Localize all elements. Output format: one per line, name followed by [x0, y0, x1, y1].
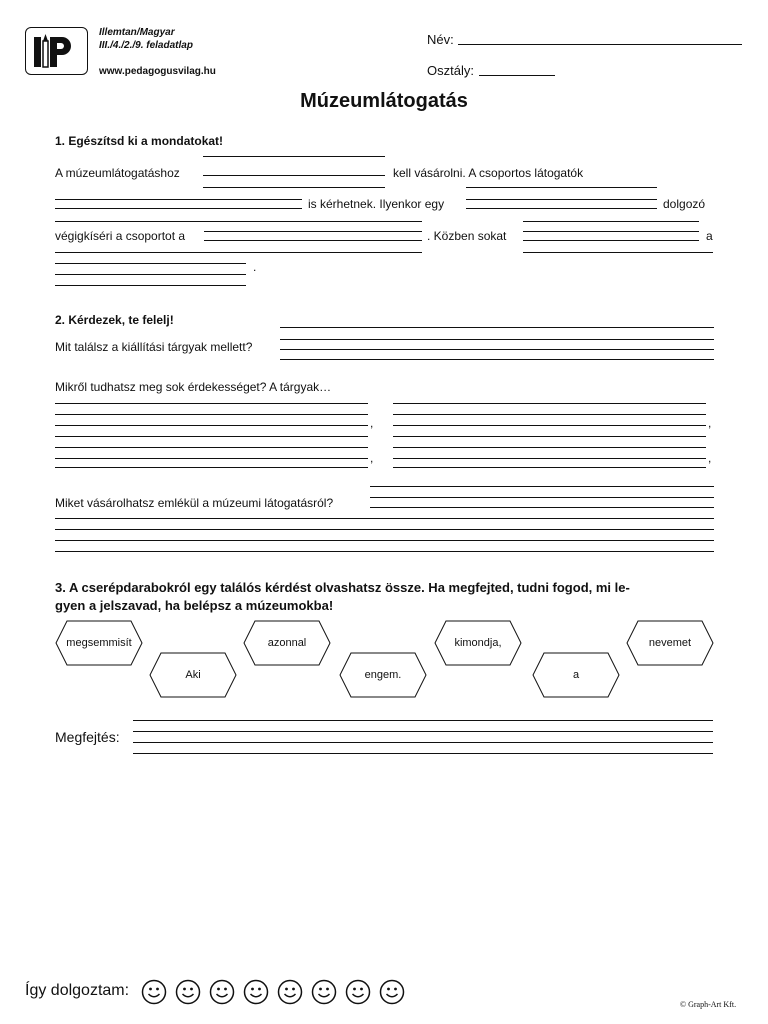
- publisher-logo: [25, 27, 88, 75]
- answer-line[interactable]: [133, 742, 713, 743]
- blank-line[interactable]: [370, 486, 714, 487]
- answer-line[interactable]: [133, 753, 713, 754]
- blank-line[interactable]: [280, 339, 714, 340]
- task1-text: kell vásárolni. A csoportos látogatók: [393, 166, 584, 180]
- smiley-icon[interactable]: [379, 979, 405, 1010]
- blank-line[interactable]: [55, 285, 246, 286]
- blank-line[interactable]: [280, 349, 714, 350]
- class-field[interactable]: [479, 75, 555, 76]
- blank-line[interactable]: [55, 447, 368, 448]
- shard-label: Aki: [185, 669, 201, 681]
- smiley-icon[interactable]: [141, 979, 167, 1010]
- class-label: Osztály:: [427, 63, 474, 78]
- blank-line[interactable]: [55, 274, 246, 275]
- word-shard: [55, 620, 143, 666]
- blank-line[interactable]: [55, 403, 368, 404]
- smiley-icon[interactable]: [311, 979, 337, 1010]
- task3-heading-line1: 3. A cserépdarabokról egy találós kérdést olvashatsz össze. Ha megfejted, tudni fogod, mi le-: [55, 580, 630, 595]
- header-subject: Illemtan/Magyar: [99, 27, 175, 38]
- blank-line[interactable]: [55, 467, 368, 468]
- blank-line[interactable]: [55, 208, 302, 209]
- blank-line[interactable]: [393, 425, 706, 426]
- word-shard: [532, 652, 620, 698]
- word-shard: [243, 620, 331, 666]
- blank-line[interactable]: [466, 187, 657, 188]
- blank-line[interactable]: [55, 263, 246, 264]
- shard-label: megsemmisít: [66, 637, 132, 649]
- shard-label: engem.: [364, 669, 402, 681]
- task1-heading: 1. Egészítsd ki a mondatokat!: [55, 134, 224, 148]
- blank-line[interactable]: [55, 252, 422, 253]
- comma: ,: [708, 451, 712, 465]
- blank-line[interactable]: [393, 467, 706, 468]
- shard-label: kimondja,: [454, 637, 502, 649]
- comma: ,: [708, 416, 712, 430]
- blank-line[interactable]: [55, 436, 368, 437]
- self-eval-label: Így dolgoztam:: [25, 982, 130, 999]
- blank-line[interactable]: [280, 327, 714, 328]
- page-title: Múzeumlátogatás: [300, 90, 468, 112]
- blank-line[interactable]: [393, 447, 706, 448]
- blank-line[interactable]: [466, 199, 657, 200]
- word-shard: [339, 652, 427, 698]
- word-shard: [149, 652, 237, 698]
- task1-text: . Közben sokat: [427, 229, 507, 243]
- question-1: Mit találsz a kiállítási tárgyak mellett?: [55, 340, 253, 354]
- smiley-icon[interactable]: [243, 979, 269, 1010]
- task1-text: is kérhetnek. Ilyenkor egy: [308, 197, 445, 211]
- blank-line[interactable]: [204, 231, 422, 232]
- task3-heading-line2: gyen a jelszavad, ha belépsz a múzeumokba!: [55, 598, 334, 613]
- task1-text: A múzeumlátogatáshoz: [55, 166, 180, 180]
- blank-line[interactable]: [55, 199, 302, 200]
- blank-line[interactable]: [203, 175, 385, 176]
- blank-line[interactable]: [523, 252, 713, 253]
- blank-line[interactable]: [55, 540, 714, 541]
- task1-text: a: [706, 229, 713, 243]
- blank-line[interactable]: [393, 403, 706, 404]
- shard-label: nevemet: [648, 637, 692, 649]
- blank-line[interactable]: [55, 414, 368, 415]
- blank-line[interactable]: [55, 458, 368, 459]
- blank-line[interactable]: [203, 156, 385, 157]
- name-field[interactable]: [458, 44, 742, 45]
- blank-line[interactable]: [466, 208, 657, 209]
- question-3: Miket vásárolhatsz emlékül a múzeumi látogatásról?: [55, 496, 334, 510]
- word-shard: [434, 620, 522, 666]
- task1-text: dolgozó: [663, 197, 706, 211]
- smiley-icon[interactable]: [345, 979, 371, 1010]
- copyright: © Graph-Art Kft.: [680, 1000, 737, 1009]
- task2-heading: 2. Kérdezek, te felelj!: [55, 313, 174, 327]
- answer-line[interactable]: [133, 731, 713, 732]
- blank-line[interactable]: [393, 414, 706, 415]
- smiley-icon[interactable]: [277, 979, 303, 1010]
- smiley-icon[interactable]: [175, 979, 201, 1010]
- blank-line[interactable]: [55, 425, 368, 426]
- blank-line[interactable]: [393, 436, 706, 437]
- blank-line[interactable]: [55, 221, 422, 222]
- name-label: Név:: [427, 32, 454, 47]
- task1-text: .: [253, 260, 257, 274]
- blank-line[interactable]: [55, 529, 714, 530]
- blank-line[interactable]: [280, 359, 714, 360]
- answer-line[interactable]: [133, 720, 713, 721]
- blank-line[interactable]: [393, 458, 706, 459]
- header-code: III./4./2./9. feladatlap: [99, 40, 193, 51]
- blank-line[interactable]: [523, 231, 699, 232]
- shard-label: azonnal: [267, 637, 307, 649]
- shard-label: a: [572, 669, 580, 681]
- blank-line[interactable]: [370, 507, 714, 508]
- blank-line[interactable]: [523, 240, 699, 241]
- answer-label: Megfejtés:: [55, 729, 120, 745]
- smiley-icon[interactable]: [209, 979, 235, 1010]
- blank-line[interactable]: [370, 497, 714, 498]
- task1-text: végigkíséri a csoportot a: [55, 229, 186, 243]
- blank-line[interactable]: [523, 221, 699, 222]
- blank-line[interactable]: [55, 518, 714, 519]
- comma: ,: [370, 416, 374, 430]
- blank-line[interactable]: [55, 551, 714, 552]
- word-shard: [626, 620, 714, 666]
- question-2: Mikről tudhatsz meg sok érdekességet? A tárgyak…: [55, 380, 332, 394]
- blank-line[interactable]: [203, 187, 385, 188]
- header-website: www.pedagogusvilag.hu: [99, 66, 216, 77]
- blank-line[interactable]: [204, 240, 422, 241]
- comma: ,: [370, 451, 374, 465]
